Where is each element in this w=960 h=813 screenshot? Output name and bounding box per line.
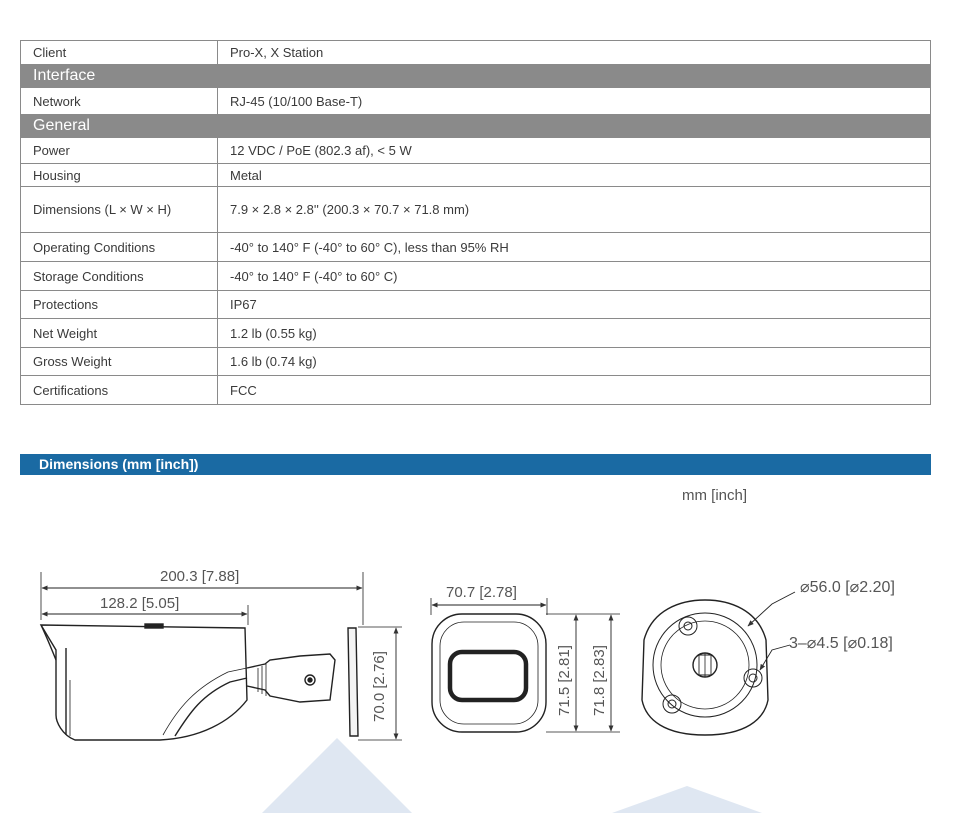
spec-value: -40° to 140° F (-40° to 60° C), less than 95% RH <box>218 233 931 262</box>
dim-label-length-total: 200.3 [7.88] <box>160 568 240 585</box>
dimensions-banner: Dimensions (mm [inch]) <box>20 454 931 475</box>
spec-label: Housing <box>21 164 218 187</box>
spec-label: Client <box>21 41 218 65</box>
dim-label-diameter: ⌀56.0 [⌀2.20] <box>800 579 895 596</box>
section-title: General <box>21 115 931 138</box>
spec-label: Certifications <box>21 376 218 405</box>
section-title: Interface <box>21 65 931 88</box>
side-view-drawing <box>41 572 402 740</box>
spec-value: -40° to 140° F (-40° to 60° C) <box>218 262 931 291</box>
screw-hole <box>663 695 681 713</box>
spec-value: 12 VDC / PoE (802.3 af), < 5 W <box>218 138 931 164</box>
leader-diameter <box>748 592 795 626</box>
spec-value: Pro-X, X Station <box>218 41 931 65</box>
dim-label-height: 70.0 [2.76] <box>371 651 388 722</box>
spec-label: Storage Conditions <box>21 262 218 291</box>
spec-value: IP67 <box>218 291 931 319</box>
camera-lens-window <box>450 652 526 700</box>
spec-value: Metal <box>218 164 931 187</box>
leader-holes <box>760 645 790 670</box>
spec-label: Operating Conditions <box>21 233 218 262</box>
dim-label-height-total: 71.8 [2.83] <box>591 645 608 716</box>
spec-value: 7.9 × 2.8 × 2.8'' (200.3 × 70.7 × 71.8 mm) <box>218 187 931 233</box>
camera-body <box>41 625 247 740</box>
dim-label-height-body: 71.5 [2.81] <box>556 645 573 716</box>
screw-hole <box>679 617 697 635</box>
spec-label: Gross Weight <box>21 348 218 376</box>
dim-label-holes: 3–⌀4.5 [⌀0.18] <box>789 635 893 652</box>
dim-label-length-body: 128.2 [5.05] <box>100 595 180 612</box>
spec-value: RJ-45 (10/100 Base-T) <box>218 88 931 115</box>
unit-note: mm [inch] <box>682 487 748 504</box>
dim-label-width: 70.7 [2.78] <box>446 584 517 601</box>
mount-arm <box>247 654 335 702</box>
spec-label: Dimensions (L × W × H) <box>21 187 218 233</box>
spec-label: Network <box>21 88 218 115</box>
spec-label: Net Weight <box>21 319 218 348</box>
spec-label: Protections <box>21 291 218 319</box>
mount-plate <box>348 628 358 736</box>
spec-value: FCC <box>218 376 931 405</box>
spec-value: 1.6 lb (0.74 kg) <box>218 348 931 376</box>
spec-label: Power <box>21 138 218 164</box>
spec-value: 1.2 lb (0.55 kg) <box>218 319 931 348</box>
bottom-view-drawing <box>642 592 795 735</box>
